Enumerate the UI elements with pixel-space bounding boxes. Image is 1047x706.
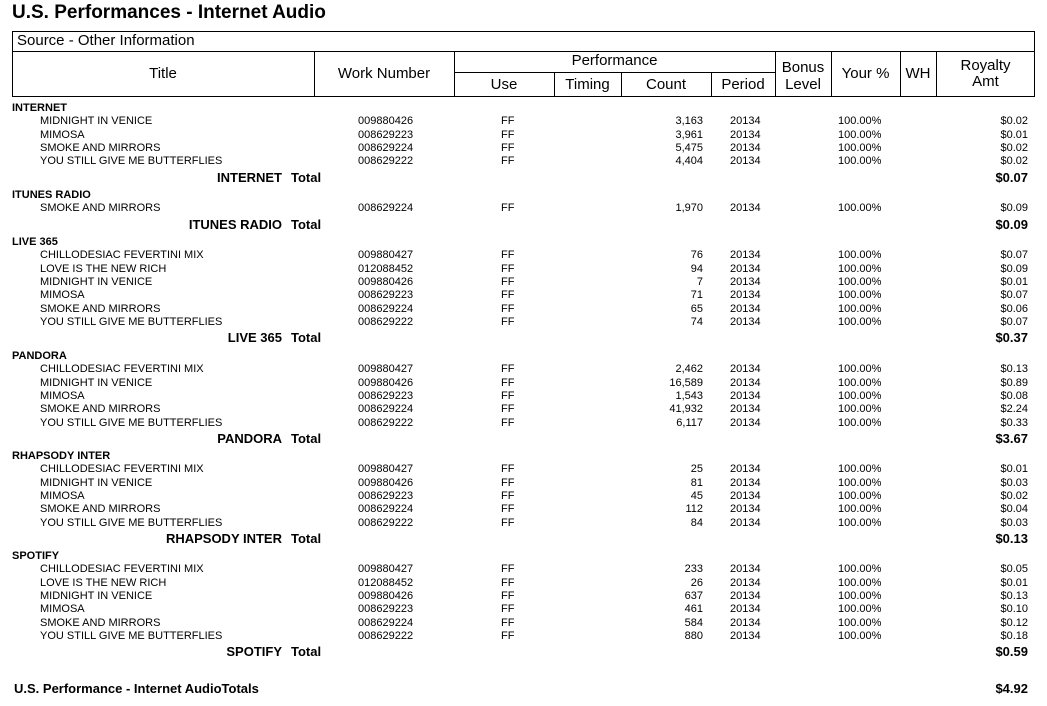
table-row: [0, 363, 1047, 376]
row-work-number: 009880426: [358, 275, 414, 288]
table-row: [0, 503, 1047, 516]
row-count: 76: [690, 249, 703, 262]
group-total-name: LIVE 365: [227, 330, 282, 346]
table-row: [0, 577, 1047, 590]
row-period: 20134: [730, 589, 761, 602]
row-period: 20134: [730, 155, 761, 168]
row-use: FF: [501, 363, 515, 376]
row-title: CHILLODESIAC FEVERTINI MIX: [40, 363, 204, 376]
row-title: CHILLODESIAC FEVERTINI MIX: [40, 249, 204, 262]
row-count: 81: [690, 476, 703, 489]
table-row: [0, 129, 1047, 142]
group-total-name: SPOTIFY: [226, 644, 282, 660]
table-row: [0, 477, 1047, 490]
header-royalty-line1: Royalty: [960, 57, 1011, 74]
group-heading: PANDORA: [12, 350, 67, 362]
row-royalty-amount: $0.04: [1000, 503, 1028, 516]
row-work-number: 008629222: [358, 315, 414, 328]
row-your-pct: 100.00%: [838, 376, 882, 389]
row-title: YOU STILL GIVE ME BUTTERFLIES: [40, 416, 223, 429]
row-period: 20134: [730, 389, 761, 402]
row-royalty-amount: $0.02: [1000, 489, 1028, 502]
row-your-pct: 100.00%: [838, 202, 882, 215]
row-work-number: 009880426: [358, 376, 414, 389]
row-title: LOVE IS THE NEW RICH: [40, 262, 167, 275]
row-work-number: 008629224: [358, 503, 414, 516]
grand-total-amount: $4.92: [995, 681, 1028, 696]
row-count: 84: [690, 516, 703, 529]
group-total-label: Total: [291, 216, 322, 232]
row-your-pct: 100.00%: [838, 115, 882, 128]
header-work-number: Work Number: [337, 65, 431, 82]
row-period: 20134: [730, 315, 761, 328]
row-use: FF: [501, 403, 515, 416]
row-title: MIMOSA: [40, 289, 85, 302]
table-row: [0, 617, 1047, 630]
group-total-row: [0, 217, 1047, 233]
row-royalty-amount: $0.18: [1000, 629, 1028, 642]
group-total-amount: $0.59: [995, 644, 1028, 660]
row-royalty-amount: $0.01: [1000, 463, 1028, 476]
row-work-number: 009880427: [358, 249, 414, 262]
row-use: FF: [501, 503, 515, 516]
header-divider: [454, 72, 775, 73]
row-period: 20134: [730, 141, 761, 154]
row-royalty-amount: $0.02: [1000, 141, 1028, 154]
row-work-number: 009880426: [358, 589, 414, 602]
table-row: [0, 563, 1047, 576]
row-title: MIDNIGHT IN VENICE: [40, 376, 153, 389]
group-total-name: ITUNES RADIO: [188, 216, 282, 232]
row-work-number: 008629222: [358, 516, 414, 529]
group-total-label: Total: [291, 530, 322, 546]
header-bonus-line2: Level: [785, 76, 821, 93]
row-royalty-amount: $0.01: [1000, 576, 1028, 589]
row-your-pct: 100.00%: [838, 289, 882, 302]
group-total-amount: $0.13: [995, 530, 1028, 546]
row-your-pct: 100.00%: [838, 155, 882, 168]
row-royalty-amount: $0.01: [1000, 275, 1028, 288]
row-use: FF: [501, 289, 515, 302]
table-row: [0, 316, 1047, 329]
row-count: 880: [684, 629, 703, 642]
group-total-row: [0, 431, 1047, 447]
table-row: [0, 289, 1047, 302]
group-total-label: Total: [291, 169, 322, 185]
row-count: 1,543: [675, 389, 703, 402]
row-title: YOU STILL GIVE ME BUTTERFLIES: [40, 315, 223, 328]
row-your-pct: 100.00%: [838, 249, 882, 262]
group-total-name: RHAPSODY INTER: [165, 530, 282, 546]
row-period: 20134: [730, 616, 761, 629]
table-row: [0, 155, 1047, 168]
row-use: FF: [501, 376, 515, 389]
row-title: MIDNIGHT IN VENICE: [40, 476, 153, 489]
row-royalty-amount: $0.10: [1000, 603, 1028, 616]
row-title: SMOKE AND MIRRORS: [40, 403, 161, 416]
group-total-amount: $0.37: [995, 330, 1028, 346]
row-count: 65: [690, 302, 703, 315]
row-count: 94: [690, 262, 703, 275]
row-title: YOU STILL GIVE ME BUTTERFLIES: [40, 629, 223, 642]
row-work-number: 009880426: [358, 476, 414, 489]
row-work-number: 012088452: [358, 576, 414, 589]
group-total-amount: $0.07: [995, 169, 1028, 185]
table-row: [0, 377, 1047, 390]
row-royalty-amount: $0.02: [1000, 115, 1028, 128]
row-use: FF: [501, 463, 515, 476]
row-count: 7: [696, 275, 703, 288]
row-title: MIDNIGHT IN VENICE: [40, 589, 153, 602]
group-total-name: INTERNET: [217, 169, 282, 185]
row-royalty-amount: $0.08: [1000, 389, 1028, 402]
row-work-number: 008629224: [358, 302, 414, 315]
row-period: 20134: [730, 249, 761, 262]
group-heading: LIVE 365: [12, 236, 58, 248]
row-use: FF: [501, 389, 515, 402]
row-use: FF: [501, 249, 515, 262]
row-royalty-amount: $0.02: [1000, 155, 1028, 168]
table-row: [0, 603, 1047, 616]
row-count: 45: [690, 489, 703, 502]
row-royalty-amount: $0.33: [1000, 416, 1028, 429]
row-your-pct: 100.00%: [838, 416, 882, 429]
row-work-number: 008629222: [358, 155, 414, 168]
table-row: [0, 490, 1047, 503]
row-work-number: 008629223: [358, 389, 414, 402]
row-use: FF: [501, 576, 515, 589]
row-your-pct: 100.00%: [838, 503, 882, 516]
row-count: 4,404: [675, 155, 703, 168]
row-period: 20134: [730, 516, 761, 529]
row-your-pct: 100.00%: [838, 489, 882, 502]
table-row: [0, 202, 1047, 215]
row-royalty-amount: $0.89: [1000, 376, 1028, 389]
row-use: FF: [501, 302, 515, 315]
row-your-pct: 100.00%: [838, 403, 882, 416]
row-period: 20134: [730, 489, 761, 502]
row-use: FF: [501, 141, 515, 154]
group-total-row: [0, 330, 1047, 346]
row-work-number: 009880426: [358, 115, 414, 128]
row-your-pct: 100.00%: [838, 315, 882, 328]
row-title: LOVE IS THE NEW RICH: [40, 576, 167, 589]
group-total-row: [0, 531, 1047, 547]
row-royalty-amount: $0.06: [1000, 302, 1028, 315]
row-work-number: 009880427: [358, 463, 414, 476]
table-row: [0, 630, 1047, 643]
row-your-pct: 100.00%: [838, 128, 882, 141]
row-title: MIMOSA: [40, 489, 85, 502]
table-row: [0, 417, 1047, 430]
row-royalty-amount: $0.03: [1000, 516, 1028, 529]
row-period: 20134: [730, 302, 761, 315]
row-count: 112: [685, 503, 703, 516]
group-total-label: Total: [291, 430, 322, 446]
row-title: YOU STILL GIVE ME BUTTERFLIES: [40, 155, 223, 168]
row-royalty-amount: $0.07: [1000, 315, 1028, 328]
row-title: YOU STILL GIVE ME BUTTERFLIES: [40, 516, 223, 529]
row-work-number: 012088452: [358, 262, 414, 275]
row-work-number: 008629222: [358, 629, 414, 642]
row-royalty-amount: $0.09: [1000, 202, 1028, 215]
table-row: [0, 517, 1047, 530]
row-your-pct: 100.00%: [838, 616, 882, 629]
row-work-number: 008629224: [358, 403, 414, 416]
row-use: FF: [501, 115, 515, 128]
row-your-pct: 100.00%: [838, 603, 882, 616]
group-total-amount: $0.09: [995, 216, 1028, 232]
group-heading: INTERNET: [12, 102, 67, 114]
row-period: 20134: [730, 563, 761, 576]
row-title: CHILLODESIAC FEVERTINI MIX: [40, 563, 204, 576]
header-period: Period: [721, 76, 765, 93]
row-use: FF: [501, 128, 515, 141]
row-count: 637: [684, 589, 703, 602]
row-count: 584: [684, 616, 703, 629]
grand-total-row: [0, 681, 1047, 697]
row-count: 1,970: [675, 202, 703, 215]
header-wh: WH: [905, 65, 931, 82]
row-period: 20134: [730, 289, 761, 302]
row-use: FF: [501, 629, 515, 642]
table-row: [0, 263, 1047, 276]
row-title: MIDNIGHT IN VENICE: [40, 115, 153, 128]
row-work-number: 008629223: [358, 489, 414, 502]
row-count: 16,589: [669, 376, 703, 389]
group-total-label: Total: [291, 330, 322, 346]
row-title: MIMOSA: [40, 603, 85, 616]
row-count: 2,462: [675, 363, 703, 376]
row-work-number: 008629223: [358, 128, 414, 141]
row-count: 74: [690, 315, 703, 328]
row-period: 20134: [730, 463, 761, 476]
header-bonus-line1: Bonus: [781, 59, 825, 76]
row-title: SMOKE AND MIRRORS: [40, 302, 161, 315]
row-royalty-amount: $0.05: [1000, 563, 1028, 576]
table-row: [0, 403, 1047, 416]
row-title: MIDNIGHT IN VENICE: [40, 275, 153, 288]
header-title: Title: [149, 65, 177, 82]
table-row: [0, 303, 1047, 316]
group-heading: RHAPSODY INTER: [12, 450, 111, 462]
row-count: 26: [690, 576, 703, 589]
row-your-pct: 100.00%: [838, 389, 882, 402]
row-use: FF: [501, 155, 515, 168]
row-your-pct: 100.00%: [838, 563, 882, 576]
table-row: [0, 276, 1047, 289]
row-your-pct: 100.00%: [838, 275, 882, 288]
row-work-number: 008629224: [358, 616, 414, 629]
row-title: SMOKE AND MIRRORS: [40, 503, 161, 516]
group-heading: ITUNES RADIO: [12, 189, 91, 201]
row-title: SMOKE AND MIRRORS: [40, 202, 161, 215]
row-work-number: 008629223: [358, 289, 414, 302]
row-period: 20134: [730, 262, 761, 275]
group-total-label: Total: [291, 644, 322, 660]
table-row: [0, 249, 1047, 262]
row-period: 20134: [730, 202, 761, 215]
row-period: 20134: [730, 376, 761, 389]
row-count: 25: [690, 463, 703, 476]
row-your-pct: 100.00%: [838, 262, 882, 275]
group-total-name: PANDORA: [217, 430, 282, 446]
row-period: 20134: [730, 476, 761, 489]
header-performance: Performance: [571, 52, 658, 69]
row-count: 41,932: [669, 403, 703, 416]
row-your-pct: 100.00%: [838, 302, 882, 315]
header-source: Source - Other Information: [17, 32, 195, 49]
table-row: [0, 390, 1047, 403]
header-use: Use: [490, 76, 518, 93]
row-period: 20134: [730, 403, 761, 416]
row-title: MIMOSA: [40, 128, 85, 141]
row-work-number: 009880427: [358, 363, 414, 376]
row-royalty-amount: $0.07: [1000, 289, 1028, 302]
row-royalty-amount: $0.13: [1000, 363, 1028, 376]
row-title: MIMOSA: [40, 389, 85, 402]
row-royalty-amount: $0.09: [1000, 262, 1028, 275]
column-header: [12, 31, 1035, 97]
row-period: 20134: [730, 629, 761, 642]
grand-total-label: U.S. Performance - Internet AudioTotals: [14, 681, 259, 696]
row-title: SMOKE AND MIRRORS: [40, 616, 161, 629]
row-use: FF: [501, 563, 515, 576]
row-work-number: 009880427: [358, 563, 414, 576]
row-count: 6,117: [676, 416, 703, 429]
row-count: 233: [684, 563, 703, 576]
row-use: FF: [501, 516, 515, 529]
row-your-pct: 100.00%: [838, 463, 882, 476]
row-title: SMOKE AND MIRRORS: [40, 141, 161, 154]
row-work-number: 008629222: [358, 416, 414, 429]
row-title: CHILLODESIAC FEVERTINI MIX: [40, 463, 204, 476]
row-work-number: 008629223: [358, 603, 414, 616]
row-use: FF: [501, 489, 515, 502]
group-total-row: [0, 644, 1047, 660]
row-your-pct: 100.00%: [838, 589, 882, 602]
row-use: FF: [501, 262, 515, 275]
row-use: FF: [501, 616, 515, 629]
header-your-pct: Your %: [841, 65, 890, 82]
table-row: [0, 463, 1047, 476]
row-period: 20134: [730, 503, 761, 516]
row-your-pct: 100.00%: [838, 476, 882, 489]
row-your-pct: 100.00%: [838, 363, 882, 376]
row-royalty-amount: $2.24: [1000, 403, 1028, 416]
row-count: 461: [684, 603, 703, 616]
row-royalty-amount: $0.07: [1000, 249, 1028, 262]
header-count: Count: [645, 76, 687, 93]
row-royalty-amount: $0.01: [1000, 128, 1028, 141]
report-title: U.S. Performances - Internet Audio: [12, 2, 326, 23]
row-period: 20134: [730, 128, 761, 141]
row-your-pct: 100.00%: [838, 629, 882, 642]
row-work-number: 008629224: [358, 141, 414, 154]
group-total-row: [0, 170, 1047, 186]
row-use: FF: [501, 603, 515, 616]
row-count: 3,163: [675, 115, 703, 128]
row-use: FF: [501, 275, 515, 288]
header-timing: Timing: [565, 76, 610, 93]
row-use: FF: [501, 202, 515, 215]
row-period: 20134: [730, 576, 761, 589]
row-use: FF: [501, 589, 515, 602]
row-work-number: 008629224: [358, 202, 414, 215]
row-your-pct: 100.00%: [838, 576, 882, 589]
row-period: 20134: [730, 416, 761, 429]
row-period: 20134: [730, 115, 761, 128]
row-use: FF: [501, 315, 515, 328]
header-divider: [12, 51, 1035, 52]
row-your-pct: 100.00%: [838, 516, 882, 529]
row-period: 20134: [730, 275, 761, 288]
table-row: [0, 590, 1047, 603]
row-count: 5,475: [675, 141, 703, 154]
group-total-amount: $3.67: [995, 430, 1028, 446]
header-royalty-line2: Amt: [972, 73, 999, 90]
row-count: 3,961: [675, 128, 703, 141]
row-period: 20134: [730, 363, 761, 376]
row-royalty-amount: $0.12: [1000, 616, 1028, 629]
group-heading: SPOTIFY: [12, 550, 60, 562]
table-row: [0, 142, 1047, 155]
table-row: [0, 115, 1047, 128]
row-royalty-amount: $0.03: [1000, 476, 1028, 489]
row-royalty-amount: $0.13: [1000, 589, 1028, 602]
row-use: FF: [501, 476, 515, 489]
row-use: FF: [501, 416, 515, 429]
row-your-pct: 100.00%: [838, 141, 882, 154]
row-period: 20134: [730, 603, 761, 616]
row-count: 71: [690, 289, 703, 302]
